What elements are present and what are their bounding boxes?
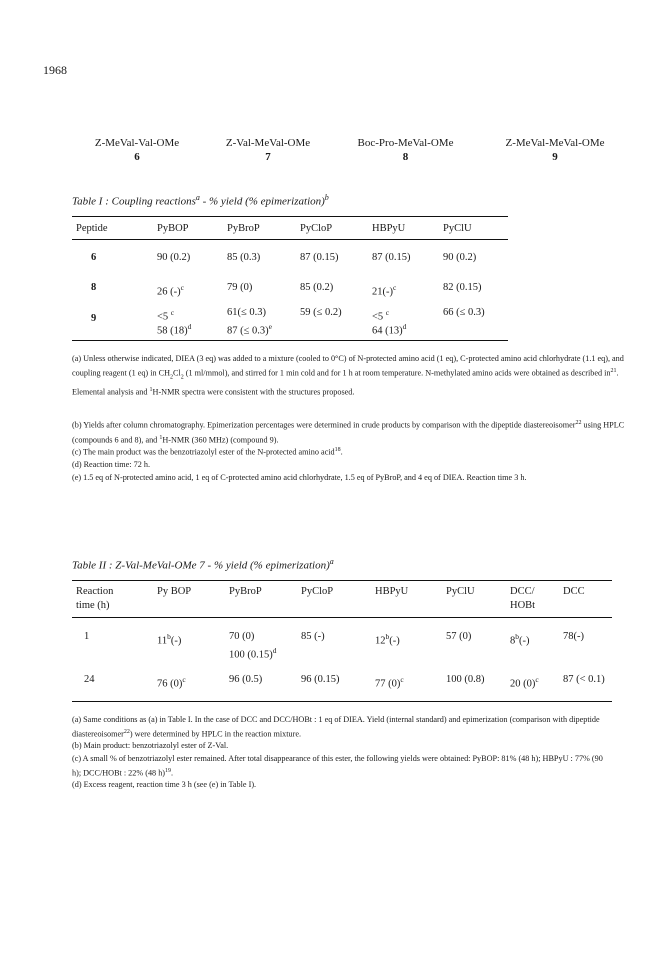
footnote-mark: d	[187, 322, 192, 331]
value-cell: 66 (≤ 0.3)	[443, 307, 485, 318]
compound-6	[72, 137, 202, 163]
footnote-mark: d	[272, 646, 277, 655]
table2-note-c	[72, 752, 612, 780]
caption-sup: a	[195, 193, 200, 202]
value-text: <5	[157, 311, 171, 323]
table1-note-b	[72, 417, 652, 446]
value-text: (-)	[389, 635, 400, 647]
compound-7	[203, 137, 333, 163]
table2-note-a	[72, 713, 612, 741]
caption-prefix: Table II :	[72, 559, 116, 572]
header-pybop: PyBOP	[157, 223, 189, 234]
value-cell: 85 (0.3)	[227, 252, 261, 263]
value-cell	[372, 281, 396, 300]
value-text: <5	[372, 311, 386, 323]
footnote-mark: c	[400, 675, 404, 684]
value-cell: 87 (< 0.1)	[563, 674, 605, 685]
value-cell: 100 (0.8)	[446, 674, 485, 685]
compound-name: Boc-Pro-MeVal-OMe	[357, 137, 454, 149]
table2-header-rule	[72, 617, 612, 618]
table2-note-b: (b) Main product: benzotriazolyl ester of Z-Val.	[72, 741, 229, 750]
value-cell: 61(≤ 0.3)	[227, 307, 267, 318]
footnote-mark: c	[393, 283, 397, 292]
value-text: 20 (0)	[510, 678, 536, 690]
reference-mark: 21	[610, 368, 617, 374]
note-text: (c) A small % of benzotriazolyl ester remained. After total disappearance of this ester, the following yields were obtained: PyBOP: 81% (48 h); HBPyU : 77% (90 h); DCC/HOBt : 22% (48 h)	[72, 754, 603, 778]
header-pyclu: PyClU	[443, 223, 472, 234]
compound-8	[333, 137, 478, 163]
header-time: time (h)	[76, 600, 110, 611]
value-text: (-)	[519, 635, 530, 647]
value-cell	[510, 630, 530, 649]
value-cell: 79 (0)	[227, 282, 253, 293]
table1-bottom-rule	[72, 340, 508, 341]
table1-note-a	[72, 352, 652, 399]
caption-main: Z-Val-MeVal-OMe 7 - % yield (% epimerization)	[115, 559, 330, 572]
table1-header-rule	[72, 239, 508, 240]
header-pyclop: PyCloP	[301, 586, 334, 597]
value-cell	[372, 320, 406, 339]
table2-bottom-rule	[72, 701, 612, 702]
header-pybrop: PyBroP	[229, 586, 262, 597]
value-text: (-)	[170, 635, 182, 647]
footnote-mark: c	[535, 675, 539, 684]
value-cell: 85 (-)	[301, 631, 325, 642]
header-dcc-hobt-2: HOBt	[510, 600, 536, 611]
value-text: 76 (0)	[157, 678, 183, 690]
value-cell	[510, 673, 539, 692]
note-text: (1 ml/mmol), and stirred for 1 min cold and for 1 h at room temperature. N-methylated amino acids were obtained as described in	[183, 368, 611, 378]
footnote-mark: d	[402, 322, 407, 331]
header-pyclu: PyClU	[446, 586, 475, 597]
reference-mark: 22	[123, 729, 130, 735]
caption-main: Coupling reactions	[111, 195, 196, 208]
note-text: Cl	[173, 368, 181, 378]
footnote-mark: e	[268, 322, 272, 331]
time-cell: 24	[84, 674, 95, 685]
value-cell	[157, 320, 191, 339]
value-text: 8	[510, 635, 516, 647]
table1-note-c	[72, 444, 652, 459]
page-number: 1968	[43, 63, 67, 77]
header-peptide: Peptide	[76, 223, 108, 234]
footnote-mark: b	[167, 632, 171, 641]
value-cell: 78(-)	[563, 631, 584, 642]
header-hbpyu: HBPyU	[372, 223, 406, 234]
value-text: 21(-)	[372, 286, 393, 298]
value-text: 64 (13)	[372, 325, 403, 337]
value-cell	[375, 673, 404, 692]
peptide-cell: 9	[91, 313, 97, 324]
table1-note-d: (d) Reaction time: 72 h.	[72, 460, 150, 469]
value-cell	[229, 644, 277, 663]
note-text: ) were determined by HPLC in the reaction mixture.	[129, 729, 302, 739]
value-text: 26 (-)	[157, 286, 181, 298]
footnote-mark: b	[515, 632, 519, 641]
value-text: 58 (18)	[157, 325, 188, 337]
value-cell: 96 (0.15)	[301, 674, 340, 685]
value-cell	[375, 630, 400, 649]
subscript: 2	[180, 374, 184, 381]
value-cell: 82 (0.15)	[443, 282, 482, 293]
compound-name: Z-MeVal-MeVal-OMe	[505, 137, 605, 149]
value-text: 12	[375, 635, 386, 647]
value-cell	[157, 281, 184, 300]
value-cell: 85 (0.2)	[300, 282, 334, 293]
note-text: (a) Unless otherwise indicated, DIEA (3 eq) was added to a mixture (cooled to 0°C) of N-protected amino acid (1 eq), C-protected amino acid chlorhydrate (1.1 eq), and coupling reagent (1 eq) in CH	[72, 354, 624, 378]
compound-name: Z-Val-MeVal-OMe	[225, 137, 311, 149]
value-cell: 57 (0)	[446, 631, 472, 642]
footnote-mark: c	[385, 308, 390, 317]
value-cell	[227, 320, 272, 339]
note-text: H-NMR (360 MHz) (compound 9).	[162, 435, 279, 445]
value-cell: 90 (0.2)	[443, 252, 477, 263]
value-cell: 87 (0.15)	[372, 252, 411, 263]
value-cell: 59 (≤ 0.2)	[300, 307, 342, 318]
compound-number: 9	[552, 151, 558, 163]
value-text: 11	[157, 635, 168, 647]
caption-mid: - % yield (% epimerization)	[199, 195, 325, 208]
caption-prefix: Table I :	[72, 195, 112, 208]
header-dcc: DCC	[563, 586, 585, 597]
note-text: H-NMR spectra were consistent with the structures proposed.	[152, 388, 355, 398]
table1-note-e: (e) 1.5 eq of N-protected amino acid, 1 eq of C-protected amino acid chlorhydrate, 1.5 eq of PyBroP, and 4 eq of DIEA. Reaction time 3 h.	[72, 473, 527, 482]
table2-top-rule	[72, 580, 612, 581]
value-cell	[157, 630, 181, 649]
header-pybrop: PyBroP	[227, 223, 260, 234]
table1-top-rule	[72, 216, 508, 217]
header-dcc-hobt: DCC/	[510, 586, 535, 597]
note-text: .	[340, 447, 343, 457]
reference-mark: 19	[165, 768, 172, 774]
header-reaction: Reaction	[76, 586, 114, 597]
note-text: .	[171, 768, 174, 778]
footnote-mark: c	[180, 283, 184, 292]
superscript: 1	[149, 387, 153, 394]
compound-number: 6	[134, 151, 140, 163]
compound-name: Z-MeVal-Val-OMe	[94, 137, 180, 149]
superscript: 1	[159, 434, 163, 441]
value-cell: 87 (0.15)	[300, 252, 339, 263]
caption-sup: a	[329, 557, 334, 566]
header-pybop: Py BOP	[157, 586, 192, 597]
note-text: . Elemental analysis and	[72, 368, 619, 398]
value-cell: 96 (0.5)	[229, 674, 263, 685]
value-cell	[157, 673, 186, 692]
reference-mark: 18	[334, 447, 341, 453]
peptide-cell: 6	[91, 252, 97, 263]
note-text: (b) Yields after column chromatography. Epimerization percentages were determined in crude products by comparison with the dipeptide diastereoisomer	[72, 420, 576, 430]
footnote-mark: b	[385, 632, 390, 641]
time-cell: 1	[84, 631, 90, 642]
table1-caption	[72, 193, 329, 208]
header-hbpyu: HBPyU	[375, 586, 409, 597]
value-cell: 70 (0)	[229, 631, 255, 642]
peptide-cell: 8	[91, 282, 97, 293]
footnote-mark: c	[170, 308, 175, 317]
note-text: using HPLC (compounds 6 and 8), and	[72, 420, 625, 445]
compound-9	[480, 137, 630, 163]
caption-sup: b	[324, 193, 329, 202]
compound-number: 7	[265, 151, 271, 163]
value-text: 77 (0)	[375, 678, 401, 690]
table2-caption	[72, 557, 334, 572]
value-text: 100 (0.15)	[229, 649, 273, 661]
reference-mark: 22	[575, 420, 582, 426]
footnote-mark: c	[182, 675, 186, 684]
note-text: (a) Same conditions as (a) in Table I. In the case of DCC and DCC/HOBt : 1 eq of DIEA. Yield (internal standard) and epimerization (comparison with dipeptide diastereoisomer	[72, 715, 600, 739]
value-cell: 90 (0.2)	[157, 252, 191, 263]
table2-note-d: (d) Excess reagent, reaction time 3 h (see (e) in Table I).	[72, 780, 257, 789]
compound-number: 8	[402, 151, 409, 163]
value-text: 87 (≤ 0.3)	[227, 325, 269, 337]
header-pyclop: PyCloP	[300, 223, 333, 234]
subscript: 2	[170, 374, 173, 381]
note-text: (c) The main product was the benzotriazolyl ester of the N-protected amino acid	[72, 447, 335, 457]
